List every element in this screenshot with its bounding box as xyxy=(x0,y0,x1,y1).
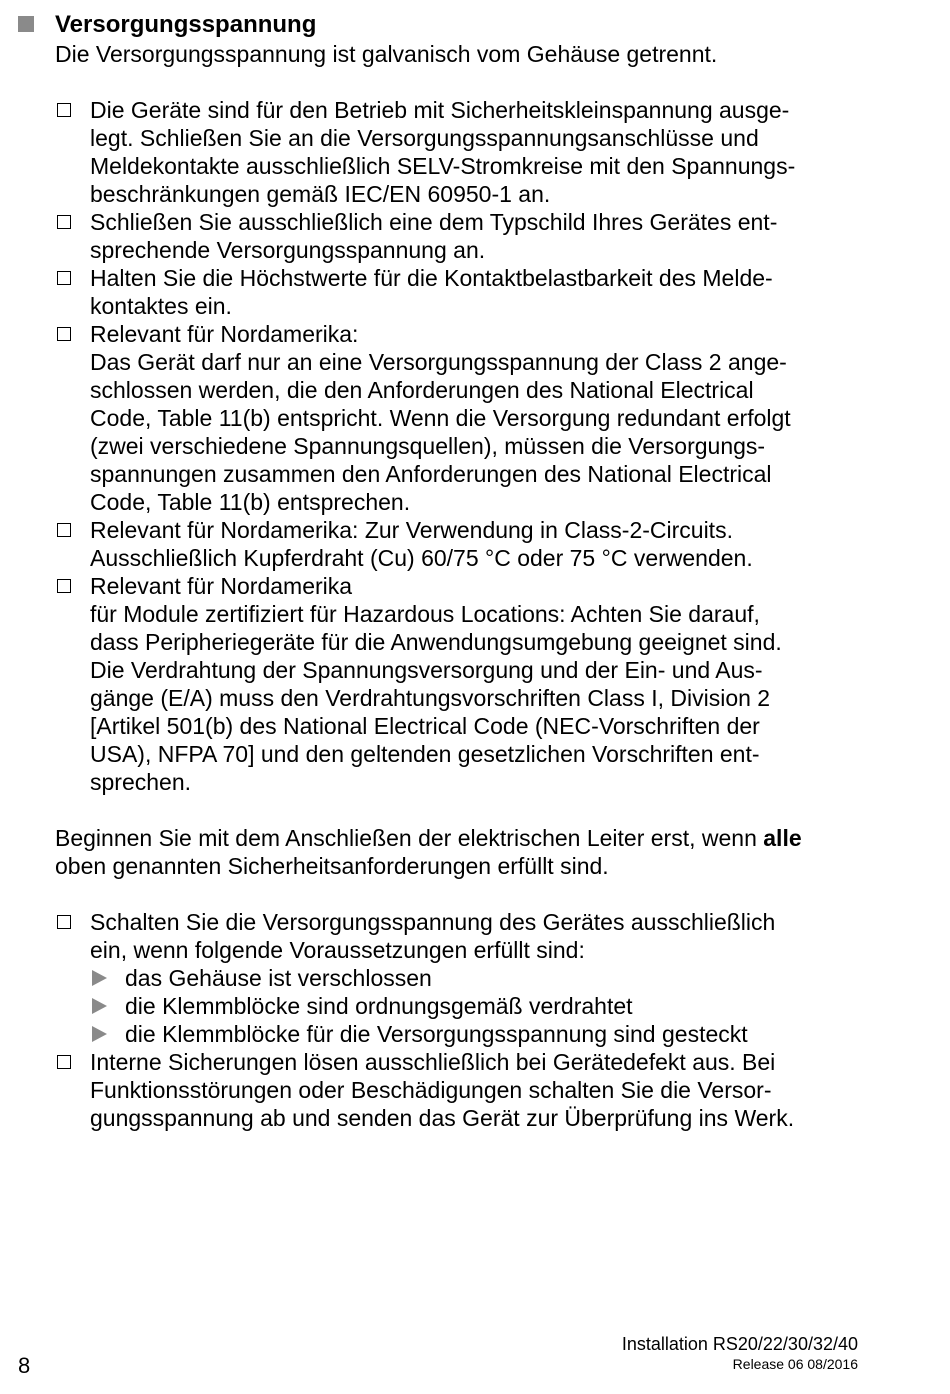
footer-release: Release 06 08/2016 xyxy=(732,1356,858,1372)
item-line: legt. Schließen Sie an die Versorgungsspannungsanschlüsse und xyxy=(90,125,759,151)
item-line: Die Geräte sind für den Betrieb mit Sicherheitskleinspannung ausge- xyxy=(90,97,790,123)
item-line: dass Peripheriegeräte für die Anwendungsumgebung geeignet sind. xyxy=(90,629,782,655)
page-number: 8 xyxy=(18,1353,31,1378)
item-line: (zwei verschiedene Spannungsquellen), müssen die Versorgungs- xyxy=(90,433,766,459)
checkbox-square-icon xyxy=(57,915,71,929)
item-line: Interne Sicherungen lösen ausschließlich bei Gerätedefekt aus. Bei xyxy=(90,1049,776,1075)
triangle-bullet-icon xyxy=(92,970,107,986)
item-line: Schalten Sie die Versorgungsspannung des Gerätes ausschließlich xyxy=(90,909,776,935)
item-line: sprechende Versorgungsspannung an. xyxy=(90,237,486,263)
checkbox-square-icon xyxy=(57,103,71,117)
footer-title: Installation RS20/22/30/32/40 xyxy=(621,1334,858,1354)
section-marker xyxy=(18,16,34,32)
checkbox-square-icon xyxy=(57,579,71,593)
condition-text: die Klemmblöcke sind ordnungsgemäß verdrahtet xyxy=(125,993,633,1019)
item-line: gungsspannung ab und senden das Gerät zur Überprüfung ins Werk. xyxy=(90,1105,795,1131)
item-line: [Artikel 501(b) des National Electrical Code (NEC-Vorschriften der xyxy=(90,713,760,739)
item-line: beschränkungen gemäß IEC/EN 60950-1 an. xyxy=(90,181,551,207)
list-item xyxy=(55,320,935,516)
paragraph-start-connection xyxy=(55,824,802,880)
condition-text: das Gehäuse ist verschlossen xyxy=(125,965,432,991)
triangle-bullet-icon xyxy=(92,998,107,1014)
item-line: Relevant für Nordamerika xyxy=(90,573,353,599)
list-item xyxy=(55,516,935,572)
triangle-bullet-icon xyxy=(92,1026,107,1042)
item-line: Schließen Sie ausschließlich eine dem Typschild Ihres Gerätes ent- xyxy=(90,209,778,235)
list-item xyxy=(55,908,935,1048)
item-line: Halten Sie die Höchstwerte für die Kontaktbelastbarkeit des Melde- xyxy=(90,265,773,291)
list-item xyxy=(55,572,935,796)
item-line: Code, Table 11(b) entsprechen. xyxy=(90,489,411,515)
list-item xyxy=(55,96,935,208)
item-line: Die Verdrahtung der Spannungsversorgung und der Ein- und Aus- xyxy=(90,657,763,683)
footer-info xyxy=(622,1333,858,1373)
checkbox-square-icon xyxy=(57,215,71,229)
paragraph-line-2: oben genannten Sicherheitsanforderungen erfüllt sind. xyxy=(55,853,609,879)
item-line: sprechen. xyxy=(90,769,192,795)
item-line: Ausschließlich Kupferdraht (Cu) 60/75 °C oder 75 °C verwenden. xyxy=(90,545,753,571)
section-title: Versorgungsspannung xyxy=(55,11,317,38)
item-line: USA), NFPA 70] und den geltenden gesetzlichen Vorschriften ent- xyxy=(90,741,760,767)
checkbox-square-icon xyxy=(57,523,71,537)
safety-list-1 xyxy=(55,96,935,796)
item-line: Das Gerät darf nur an eine Versorgungsspannung der Class 2 ange- xyxy=(90,349,787,375)
checkbox-square-icon xyxy=(57,1055,71,1069)
item-line: ein, wenn folgende Voraussetzungen erfüllt sind: xyxy=(90,937,585,963)
list-item xyxy=(55,1048,935,1132)
condition-item xyxy=(90,964,935,992)
condition-text: die Klemmblöcke für die Versorgungsspannung sind gesteckt xyxy=(125,1021,748,1047)
paragraph-line-1: Beginnen Sie mit dem Anschließen der elektrischen Leiter erst, wenn xyxy=(55,825,764,851)
list-item xyxy=(55,208,935,264)
item-line: Code, Table 11(b) entspricht. Wenn die Versorgung redundant erfolgt xyxy=(90,405,791,431)
item-line: Relevant für Nordamerika: Zur Verwendung in Class-2-Circuits. xyxy=(90,517,733,543)
safety-list-2 xyxy=(55,908,935,1132)
condition-item xyxy=(90,992,935,1020)
item-line: für Module zertifiziert für Hazardous Locations: Achten Sie darauf, xyxy=(90,601,760,627)
checkbox-square-icon xyxy=(57,271,71,285)
paragraph-emphasis: alle xyxy=(763,825,802,851)
item-line: gänge (E/A) muss den Verdrahtungsvorschriften Class I, Division 2 xyxy=(90,685,771,711)
item-line: kontaktes ein. xyxy=(90,293,232,319)
condition-item xyxy=(90,1020,935,1048)
checkbox-square-icon xyxy=(57,327,71,341)
list-item xyxy=(55,264,935,320)
item-line: Meldekontakte ausschließlich SELV-Stromkreise mit den Spannungs- xyxy=(90,153,796,179)
section-subtitle: Die Versorgungsspannung ist galvanisch vom Gehäuse getrennt. xyxy=(55,41,718,67)
item-line: Funktionsstörungen oder Beschädigungen schalten Sie die Versor- xyxy=(90,1077,772,1103)
item-line: spannungen zusammen den Anforderungen des National Electrical xyxy=(90,461,772,487)
item-line: schlossen werden, die den Anforderungen des National Electrical xyxy=(90,377,754,403)
item-line: Relevant für Nordamerika: xyxy=(90,321,359,347)
